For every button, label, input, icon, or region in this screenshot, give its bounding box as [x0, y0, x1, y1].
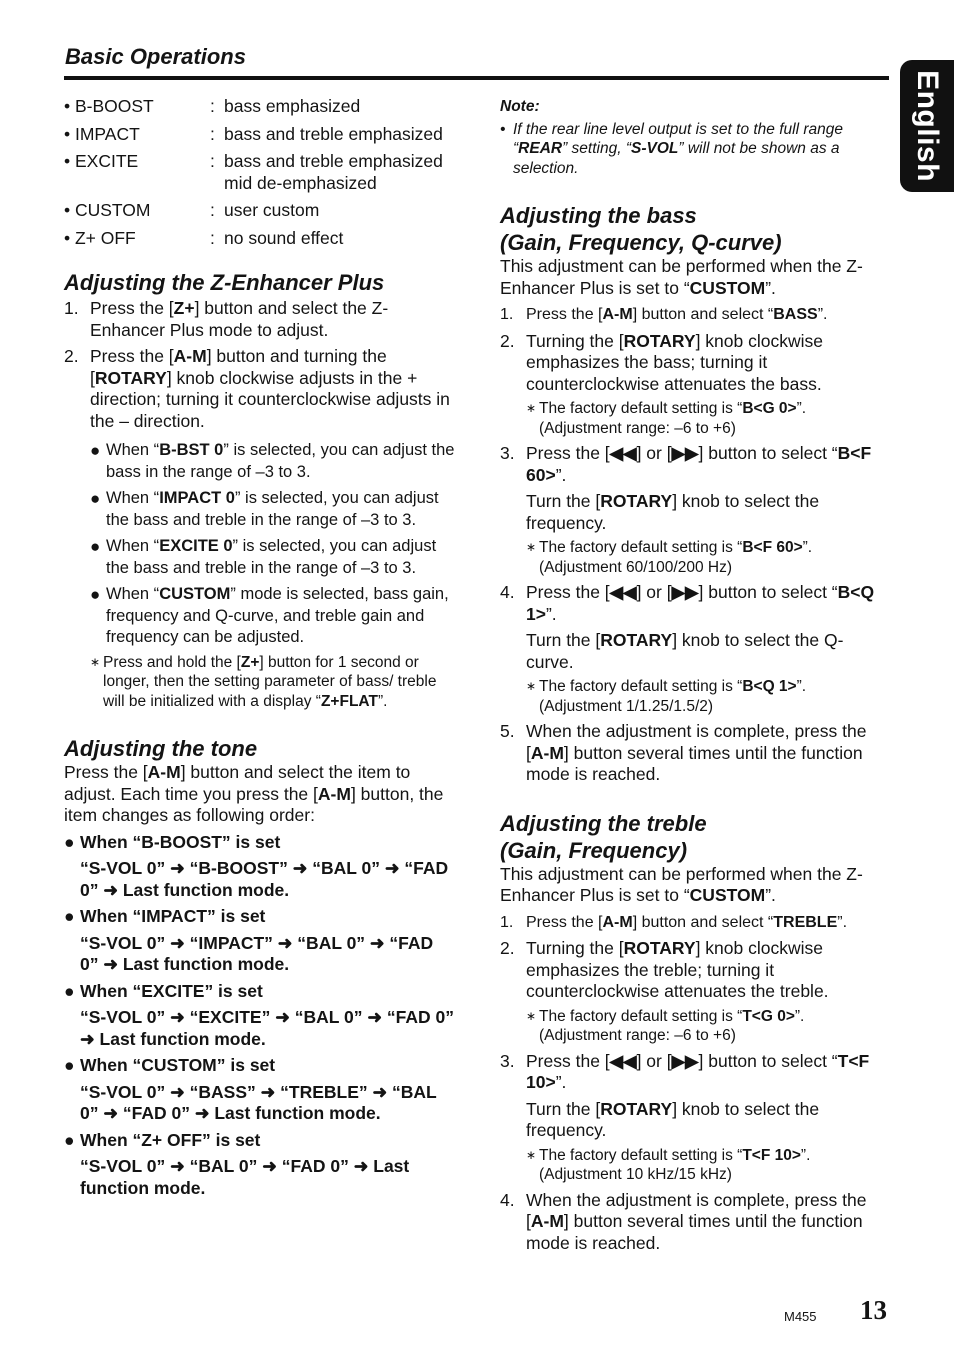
mode-name: • EXCITE [64, 151, 139, 171]
zenhancer-heading: Adjusting the Z-Enhancer Plus [64, 270, 385, 295]
sequence-body: “S-VOL 0” ➜ “B-BOOST” ➜ “BAL 0” ➜ “FAD 0” ➜ Last function mode. [80, 858, 449, 900]
fast-forward-icon: ▶▶ [671, 1050, 699, 1071]
bullet-text: When “IMPACT 0” is selected, you can adjust the bass and treble in the range of –3 to 3. [106, 489, 439, 529]
step-number: 2. [500, 330, 515, 351]
bullet-dot: ● [90, 537, 101, 556]
asterisk: ∗ [526, 1147, 537, 1162]
language-tab [900, 60, 954, 192]
mode-colon: : [210, 96, 215, 116]
step-number: 1. [500, 913, 514, 931]
asterisk: ∗ [90, 654, 101, 669]
zenhancer-bullet [64, 440, 456, 483]
zenhancer-bullet [64, 584, 456, 649]
zenhancer-step-2 [64, 346, 456, 432]
sequence-body: “S-VOL 0” ➜ “BAL 0” ➜ “FAD 0” ➜ Last function mode. [80, 1156, 410, 1198]
zenhancer-step-1 [64, 298, 456, 341]
step-text: Press the [◀◀] or [▶▶] button to select “T<F 10>”. [526, 1050, 870, 1092]
zenhancer-note [64, 653, 456, 712]
step-text: Turning the [ROTARY] knob clockwise emphasizes the treble; turning it counterclockwise attenuates the treble. [526, 938, 829, 1001]
right-column [500, 96, 880, 1254]
bass-step-1 [500, 304, 880, 326]
treble-intro: This adjustment can be performed when the Z-Enhancer Plus is set to “CUSTOM”. [500, 863, 863, 905]
section-title: Basic Operations [65, 44, 246, 69]
asterisk: ∗ [526, 679, 537, 693]
bullet-text: When “CUSTOM” mode is selected, bass gain, frequency and Q-curve, and treble gain and frequency can be adjusted. [106, 585, 449, 646]
mode-colon: : [210, 200, 215, 220]
step-number: 3. [500, 1050, 515, 1071]
mode-name: • IMPACT [64, 123, 140, 144]
note-text: Press and hold the [Z+] button for 1 second or longer, then the setting parameter of bass/ treble will be initialized with a display “Z+FLAT”. [103, 653, 437, 710]
bullet-dot: ● [64, 980, 75, 1001]
fast-forward-icon: ▶▶ [671, 443, 699, 463]
mode-name: • CUSTOM [64, 200, 151, 220]
sequence-body: “S-VOL 0” ➜ “EXCITE” ➜ “BAL 0” ➜ “FAD 0” ➜ Last function mode. [80, 1007, 454, 1049]
sequence-heading: ● When “IMPACT” is set [64, 906, 266, 926]
tone-intro: Press the [A-M] button and select the item to adjust. Each time you press the [A-M] button, the item changes as following order: [64, 762, 444, 825]
mode-colon: : [210, 227, 215, 248]
note-text: The factory default setting is “B<F 60>”. (Adjustment 60/100/200 Hz) [539, 539, 813, 576]
fast-forward-icon: ▶▶ [671, 582, 699, 602]
note-text: The factory default setting is “T<F 10>”. (Adjustment 10 kHz/15 kHz) [539, 1146, 811, 1183]
step-number: 4. [500, 1189, 515, 1210]
bullet-dot: ● [64, 831, 75, 852]
language-tab-label: English [911, 70, 944, 182]
step-text: When the adjustment is complete, press the [A-M] button several times until the function mode is reached. [526, 721, 867, 784]
step-text: Press the [A-M] button and select “BASS”. [526, 306, 828, 323]
asterisk: ∗ [526, 401, 537, 415]
header-rule [64, 76, 889, 80]
mode-desc: bass and treble emphasized [224, 123, 443, 144]
step-text: Turning the [ROTARY] knob clockwise emphasizes the bass; turning it counterclockwise attenuates the bass. [526, 330, 823, 394]
mode-item [64, 151, 456, 194]
bass-step-3 [500, 443, 880, 486]
mode-name: • B-BOOST [64, 96, 154, 116]
bass-note [500, 399, 880, 438]
step-number: 1. [500, 306, 514, 323]
sequence-heading: ● When “B-BOOST” is set [64, 831, 281, 852]
treble-note [500, 1007, 880, 1046]
bass-step-2 [500, 331, 880, 396]
bullet-dot: ● [64, 906, 75, 926]
bullet-dot: ● [90, 441, 101, 460]
sequence-body: “S-VOL 0” ➜ “BASS” ➜ “TREBLE” ➜ “BAL 0” ➜ “FAD 0” ➜ Last function mode. [80, 1081, 437, 1123]
rewind-icon: ◀◀ [609, 443, 637, 463]
asterisk: ∗ [526, 540, 537, 554]
step-number: 2. [64, 346, 79, 366]
note-text: The factory default setting is “B<G 0>”. (Adjustment range: –6 to +6) [539, 400, 807, 437]
mode-item [64, 124, 456, 146]
rewind-icon: ◀◀ [609, 582, 637, 602]
bass-step-4 [500, 582, 880, 625]
treble-step-3-continued: Turn the [ROTARY] knob to select the frequency. [526, 1098, 820, 1140]
step-number: 4. [500, 582, 515, 602]
bass-note [500, 677, 880, 716]
mode-colon: : [210, 123, 215, 144]
rewind-icon: ◀◀ [609, 1050, 637, 1071]
bass-heading: Adjusting the bass (Gain, Frequency, Q-curve) [500, 203, 782, 255]
model-number: M455 [784, 1309, 817, 1324]
step-number: 3. [500, 443, 515, 463]
bullet-dot: ● [64, 1055, 75, 1075]
sequence-heading: ● When “Z+ OFF” is set [64, 1129, 261, 1150]
left-column [64, 96, 456, 1199]
step-text: Press the [◀◀] or [▶▶] button to select “B<F 60>”. [526, 443, 872, 485]
bass-intro: This adjustment can be performed when the Z-Enhancer Plus is set to “CUSTOM”. [500, 256, 863, 298]
step-number: 5. [500, 721, 515, 741]
mode-name: • Z+ OFF [64, 227, 136, 248]
bullet-dot: ● [64, 1129, 75, 1150]
step-text: Press the [Z+] button and select the Z-Enhancer Plus mode to adjust. [90, 298, 389, 340]
treble-heading: Adjusting the treble (Gain, Frequency) [500, 810, 707, 863]
sequence-heading: ● When “CUSTOM” is set [64, 1055, 276, 1075]
step-text: Press the [◀◀] or [▶▶] button to select “B<Q 1>”. [526, 582, 875, 624]
step-number: 1. [64, 298, 79, 318]
page-number: 13 [860, 1295, 887, 1325]
zenhancer-bullet [64, 488, 456, 531]
treble-step-1 [500, 912, 880, 934]
bullet-text: When “EXCITE 0” is selected, you can adjust the bass and treble in the range of –3 to 3. [106, 537, 437, 577]
asterisk: ∗ [526, 1008, 537, 1023]
bass-step-3-continued: Turn the [ROTARY] knob to select the frequency. [526, 491, 820, 533]
mode-desc: bass and treble emphasized mid de-emphasized [224, 151, 443, 193]
mode-desc: no sound effect [224, 227, 344, 248]
note-item [500, 120, 880, 179]
note-text: The factory default setting is “T<G 0>”. (Adjustment range: –6 to +6) [539, 1007, 805, 1044]
step-text: Press the [A-M] button and turning the [ROTARY] knob clockwise adjusts in the + direction; turning it counterclockwise adjusts in the – direction. [90, 346, 450, 431]
sequence-body: “S-VOL 0” ➜ “IMPACT” ➜ “BAL 0” ➜ “FAD 0” ➜ Last function mode. [80, 932, 434, 974]
bullet-text: When “B-BST 0” is selected, you can adjust the bass in the range of –3 to 3. [106, 441, 455, 481]
treble-step-2 [500, 938, 880, 1003]
note-heading: Note: [500, 98, 540, 115]
mode-item [64, 96, 456, 118]
sequence-heading: ● When “EXCITE” is set [64, 980, 263, 1001]
bass-note [500, 538, 880, 577]
treble-note [500, 1146, 880, 1185]
mode-colon: : [210, 151, 215, 171]
step-number: 2. [500, 938, 515, 958]
mode-desc: user custom [224, 200, 320, 220]
bullet-dot: ● [90, 585, 101, 604]
note-text: If the rear line level output is set to the full range “REAR” setting, “S-VOL” will not be shown as a selection. [513, 120, 843, 177]
treble-step-3 [500, 1051, 880, 1094]
tone-heading: Adjusting the tone [64, 736, 258, 761]
mode-item [64, 200, 456, 222]
bullet-dot: ● [90, 489, 101, 508]
mode-desc: bass emphasized [224, 96, 361, 116]
step-text: When the adjustment is complete, press the [A-M] button several times until the function mode is reached. [526, 1189, 867, 1253]
bass-step-5 [500, 721, 880, 786]
note-text: The factory default setting is “B<Q 1>”. (Adjustment 1/1.25/1.5/2) [539, 678, 807, 715]
bass-step-4-continued: Turn the [ROTARY] knob to select the Q-curve. [526, 630, 844, 672]
treble-step-4 [500, 1190, 880, 1255]
mode-list [64, 96, 456, 249]
bullet-dot: • [500, 120, 506, 138]
mode-item [64, 228, 456, 250]
zenhancer-bullet [64, 536, 456, 579]
step-text: Press the [A-M] button and select “TREBLE”. [526, 913, 848, 931]
